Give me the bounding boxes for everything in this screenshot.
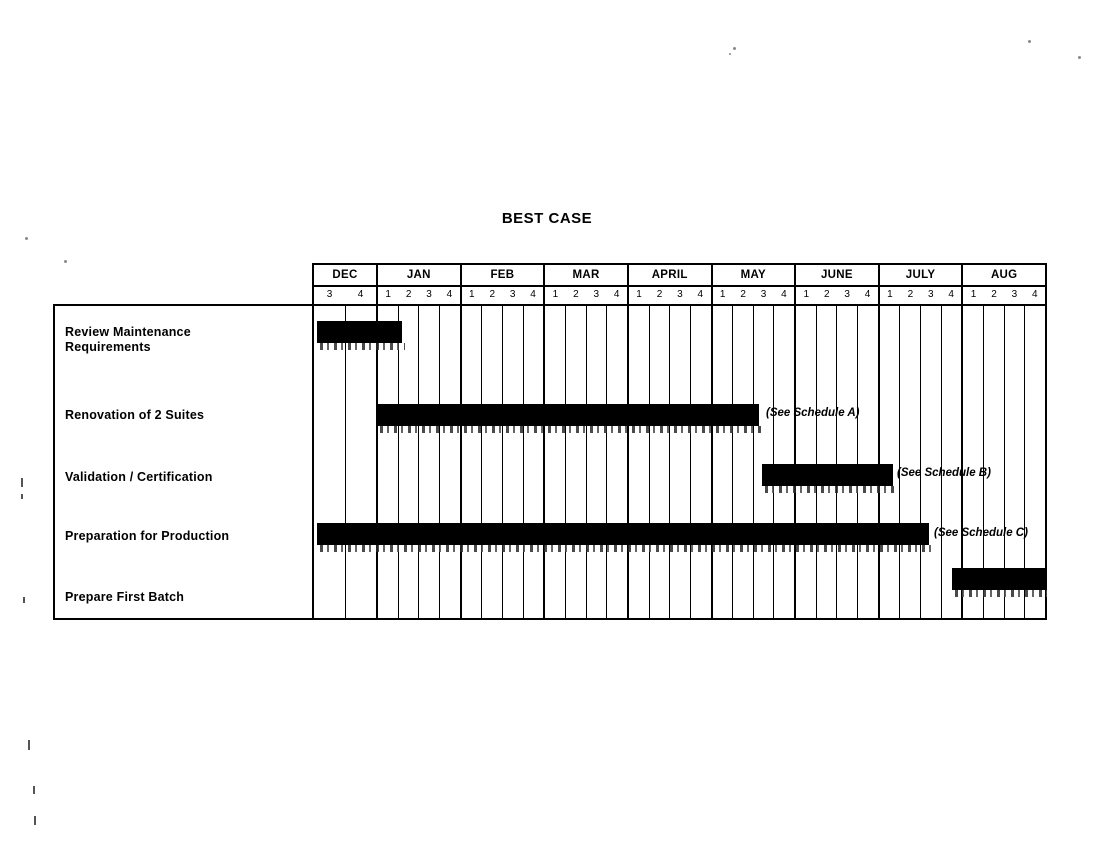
- task-label-preparation-production: [65, 529, 303, 544]
- timeline-grid: [312, 263, 1047, 620]
- scan-tick: [34, 816, 36, 825]
- month-header-aug: AUG: [963, 265, 1045, 287]
- week-group-dec: [314, 287, 378, 304]
- week-label: 1: [803, 289, 810, 300]
- week-group-july: [880, 287, 964, 304]
- grid-month-jan: [378, 304, 462, 618]
- grid-week: [545, 304, 566, 618]
- week-label: 4: [1032, 289, 1038, 300]
- task-label-line1: Review Maintenance: [65, 325, 191, 339]
- grid-week: [314, 304, 346, 618]
- gantt-bar-review-maintenance: [317, 321, 402, 343]
- grid-month-june: [796, 304, 880, 618]
- week-group-aug: [963, 287, 1045, 304]
- week-label: 4: [948, 289, 954, 300]
- scan-speck: [1028, 40, 1031, 43]
- week-label: 4: [613, 289, 620, 300]
- task-label-column: [53, 304, 312, 620]
- week-label: 3: [927, 289, 934, 300]
- grid-week: [754, 304, 775, 618]
- task-label-line2: Requirements: [65, 340, 151, 354]
- week-label: 1: [719, 289, 726, 300]
- gantt-bar-note-renovation: (See Schedule A): [766, 407, 860, 419]
- gantt-bar-shadow: [320, 545, 932, 552]
- grid-week: [733, 304, 754, 618]
- scan-tick: [21, 494, 23, 499]
- week-label: 3: [760, 289, 767, 300]
- scan-tick: [23, 597, 25, 603]
- scan-tick: [21, 478, 23, 487]
- gantt-bar-validation: [762, 464, 893, 486]
- week-label: 3: [1011, 289, 1018, 300]
- grid-month-dec: [314, 304, 378, 618]
- grid-week: [399, 304, 420, 618]
- week-label: 4: [530, 289, 536, 300]
- month-header-mar: MAR: [545, 265, 629, 287]
- month-header-july: JULY: [880, 265, 964, 287]
- grid-week: [440, 304, 460, 618]
- week-group-feb: [462, 287, 546, 304]
- week-group-may: [713, 287, 797, 304]
- grid-week: [629, 304, 650, 618]
- grid-week: [796, 304, 817, 618]
- grid-week: [650, 304, 671, 618]
- grid-week: [462, 304, 483, 618]
- week-label: 4: [357, 289, 364, 300]
- grid-week: [880, 304, 901, 618]
- week-header-row: [314, 287, 1045, 304]
- week-label: 3: [426, 289, 432, 300]
- week-group-april: [629, 287, 713, 304]
- scan-speck: [733, 47, 736, 50]
- week-label: 2: [405, 289, 412, 300]
- grid-week: [774, 304, 794, 618]
- week-label: 3: [593, 289, 600, 300]
- week-label: 4: [781, 289, 787, 300]
- week-label: 3: [326, 289, 333, 300]
- scan-speck: [1078, 56, 1081, 59]
- week-label: 3: [509, 289, 516, 300]
- week-group-mar: [545, 287, 629, 304]
- gantt-bar-shadow: [380, 426, 762, 433]
- grid-week: [670, 304, 691, 618]
- task-label-line1: Renovation of 2 Suites: [65, 408, 205, 422]
- week-label: 3: [844, 289, 850, 300]
- grid-month-feb: [462, 304, 546, 618]
- gantt-bar-prepare-first-batch: [952, 568, 1047, 590]
- week-label: 1: [636, 289, 642, 300]
- grid-month-april: [629, 304, 713, 618]
- grid-week: [378, 304, 399, 618]
- week-label: 4: [697, 289, 704, 300]
- week-label: 4: [864, 289, 871, 300]
- month-header-april: APRIL: [629, 265, 713, 287]
- grid-week: [921, 304, 942, 618]
- scan-tick: [28, 740, 30, 750]
- week-label: 1: [887, 289, 893, 300]
- week-label: 1: [552, 289, 559, 300]
- grid-week: [858, 304, 878, 618]
- grid-week: [346, 304, 377, 618]
- month-header-row: [314, 265, 1045, 287]
- gantt-bar-shadow: [955, 590, 1047, 597]
- scan-speck: [25, 237, 28, 240]
- task-label-line1: Prepare First Batch: [65, 590, 185, 604]
- month-header-dec: DEC: [314, 265, 378, 287]
- week-label: 2: [740, 289, 746, 300]
- week-group-june: [796, 287, 880, 304]
- scan-tick: [33, 786, 35, 794]
- week-label: 2: [907, 289, 914, 300]
- month-header-june: JUNE: [796, 265, 880, 287]
- week-label: 3: [677, 289, 683, 300]
- task-label-validation: [65, 470, 303, 485]
- task-label-prepare-first-batch: [65, 590, 303, 605]
- week-label: 2: [489, 289, 496, 300]
- grid-week: [587, 304, 608, 618]
- week-label: 1: [385, 289, 391, 300]
- month-header-feb: FEB: [462, 265, 546, 287]
- month-header-may: MAY: [713, 265, 797, 287]
- scan-speck: [729, 53, 731, 55]
- gantt-chart: [53, 263, 1047, 620]
- grid-month-july: [880, 304, 964, 618]
- grid-week: [566, 304, 587, 618]
- task-label-line1: Validation / Certification: [65, 470, 213, 484]
- grid-week: [817, 304, 838, 618]
- grid-month-mar: [545, 304, 629, 618]
- grid-body: [314, 304, 1045, 618]
- week-label: 2: [823, 289, 830, 300]
- gantt-bar-note-preparation-production: (See Schedule C): [934, 527, 1028, 539]
- page-title: BEST CASE: [501, 210, 593, 227]
- week-group-jan: [378, 287, 462, 304]
- gantt-bar-shadow: [765, 486, 896, 493]
- grid-week: [607, 304, 627, 618]
- grid-week: [691, 304, 711, 618]
- task-label-review-maintenance: [65, 325, 303, 355]
- gantt-bar-preparation-production: [317, 523, 929, 545]
- grid-week: [900, 304, 921, 618]
- task-label-line1: Preparation for Production: [65, 529, 230, 543]
- task-label-renovation: [65, 408, 303, 423]
- gantt-bar-note-validation: (See Schedule B): [897, 467, 991, 479]
- grid-week: [503, 304, 524, 618]
- month-header-jan: JAN: [378, 265, 462, 287]
- grid-month-may: [713, 304, 797, 618]
- week-label: 2: [573, 289, 579, 300]
- grid-week: [713, 304, 734, 618]
- gantt-bar-shadow: [320, 343, 405, 350]
- grid-week: [524, 304, 544, 618]
- grid-week: [837, 304, 858, 618]
- week-label: 4: [446, 289, 453, 300]
- grid-week: [419, 304, 440, 618]
- gantt-bar-renovation: [377, 404, 759, 426]
- grid-week: [482, 304, 503, 618]
- week-label: 2: [991, 289, 997, 300]
- week-label: 1: [469, 289, 475, 300]
- week-label: 2: [656, 289, 663, 300]
- week-label: 1: [970, 289, 977, 300]
